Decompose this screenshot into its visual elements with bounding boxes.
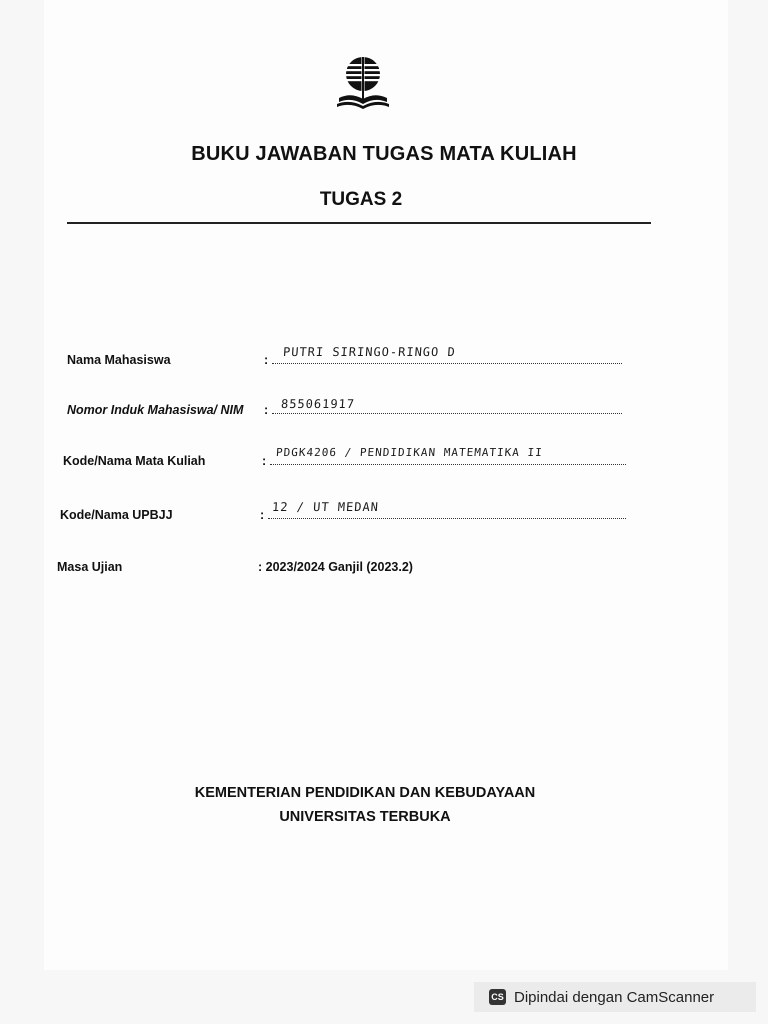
camscanner-icon: CS [489,989,506,1005]
title-divider [67,222,651,224]
upbjj-value: 12 / UT MEDAN [271,500,380,514]
mata-kuliah-label: Kode/Nama Mata Kuliah [63,454,206,468]
universitas-terbuka-logo-icon [333,52,393,112]
mata-kuliah-line [270,464,626,465]
masa-ujian-label: Masa Ujian [57,560,123,574]
upbjj-label: Kode/Nama UPBJJ [60,508,173,522]
footer-university: UNIVERSITAS TERBUKA [279,809,451,825]
nama-mahasiswa-colon: : [264,353,269,367]
nim-label: Nomor Induk Mahasiswa/ NIM [67,403,244,417]
mata-kuliah-colon: : [262,454,267,468]
masa-ujian-value: : 2023/2024 Ganjil (2023.2) [258,560,413,574]
nim-colon: : [264,403,269,417]
nama-mahasiswa-label: Nama Mahasiswa [67,353,171,367]
document-subtitle: TUGAS 2 [319,189,403,210]
nim-value: 855061917 [280,397,356,411]
nama-mahasiswa-line [272,363,622,364]
camscanner-label: Dipindai dengan CamScanner [514,988,715,1006]
document-title: BUKU JAWABAN TUGAS MATA KULIAH [191,143,577,165]
footer-ministry: KEMENTERIAN PENDIDIKAN DAN KEBUDAYAAN [194,785,536,801]
nim-line [272,413,622,414]
camscanner-watermark [474,982,756,1012]
mata-kuliah-value: PDGK4206 / PENDIDIKAN MATEMATIKA II [275,446,544,459]
upbjj-line [268,518,626,519]
nama-mahasiswa-value: PUTRI SIRINGO-RINGO D [282,345,457,359]
upbjj-colon: : [260,508,265,522]
